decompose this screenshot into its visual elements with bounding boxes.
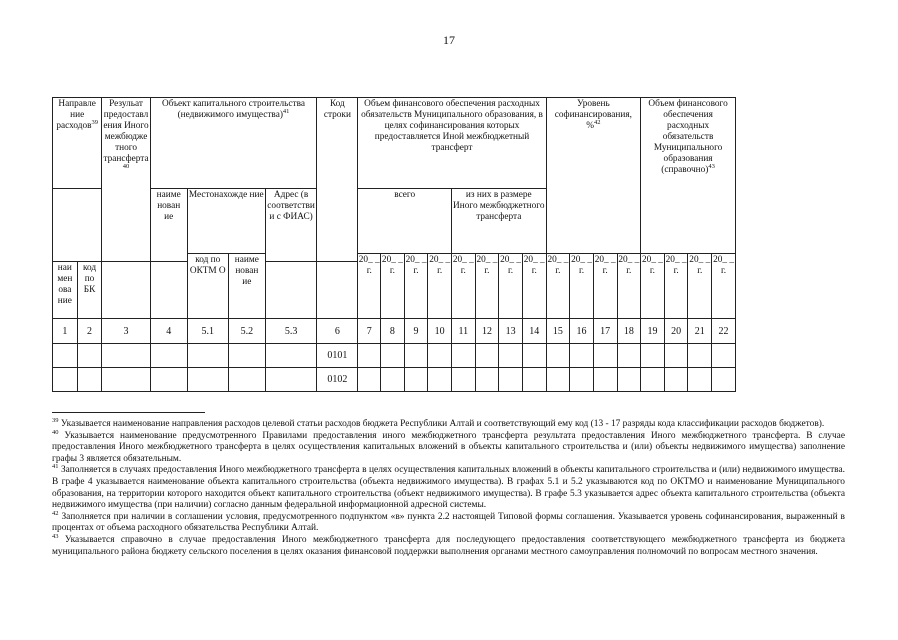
table-cell (404, 344, 428, 368)
table-cell (499, 368, 523, 392)
table-cell (570, 368, 594, 392)
column-number-cell: 18 (617, 319, 641, 344)
column-number-cell: 10 (428, 319, 452, 344)
table-cell (570, 344, 594, 368)
column-number-cell: 6 (317, 319, 358, 344)
header-object-name-filler (150, 262, 187, 319)
table-cell (265, 368, 316, 392)
year-col-15: 20_ _ г. (546, 254, 570, 319)
table-cell (712, 344, 736, 368)
table-cell (77, 344, 102, 368)
table-cell (522, 344, 546, 368)
table-cell (228, 344, 265, 368)
footnote-42: $^{42}$ Заполняется при наличии в соглашении условия, предусмотренного подпунктом «в» пункта 2.2 настоящей Типовой формы соглашения. Указывается уровень софинансирования, выраженный в процентах от объема расходного обязательства Республики Алтай. (52, 509, 845, 534)
column-number-cell: 14 (522, 319, 546, 344)
column-number-cell: 21 (688, 319, 712, 344)
column-number-cell: 22 (712, 319, 736, 344)
table-cell (53, 344, 78, 368)
table-cell (381, 368, 405, 392)
table-cell (475, 368, 499, 392)
table-cell (53, 368, 78, 392)
year-col-19: 20_ _ г. (641, 254, 665, 319)
table-cell (77, 368, 102, 392)
table-cell (265, 344, 316, 368)
column-number-cell: 9 (404, 319, 428, 344)
column-number-cell: 5.1 (187, 319, 228, 344)
table-cell (664, 344, 688, 368)
column-number-cell: 12 (475, 319, 499, 344)
column-number-cell: 5.2 (228, 319, 265, 344)
header-direction-name: наи мен ова ние (53, 262, 78, 319)
year-col-21: 20_ _ г. (688, 254, 712, 319)
column-number-cell: 20 (664, 319, 688, 344)
column-number-cell: 7 (358, 319, 381, 344)
header-location: Местонахожде ние (187, 189, 265, 254)
year-col-12: 20_ _ г. (475, 254, 499, 319)
column-number-row (53, 319, 736, 344)
header-direction-code: код по БК (77, 262, 102, 319)
column-number-cell: 11 (451, 319, 475, 344)
table-cell (546, 368, 570, 392)
table-cell (404, 368, 428, 392)
table-cell (228, 368, 265, 392)
header-result-filler (102, 262, 150, 319)
table-cell (358, 368, 381, 392)
header-result: Резульат предоставления Иного межбюджетного трансферта$^{40}$ (102, 98, 150, 262)
column-number-cell: 19 (641, 319, 665, 344)
year-col-14: 20_ _ г. (522, 254, 546, 319)
row-code: 0102 (317, 368, 358, 392)
year-col-18: 20_ _ г. (617, 254, 641, 319)
table-cell (641, 344, 665, 368)
table-cell (150, 368, 187, 392)
footnotes (52, 416, 845, 558)
header-address-filler (265, 262, 316, 319)
column-number-cell: 16 (570, 319, 594, 344)
table-cell (451, 344, 475, 368)
table-cell (475, 344, 499, 368)
table-cell (358, 344, 381, 368)
table-cell (641, 368, 665, 392)
table-row (53, 368, 736, 392)
year-col-7: 20_ _ г. (358, 254, 381, 319)
table-cell (451, 368, 475, 392)
year-col-17: 20_ _ г. (593, 254, 617, 319)
table-cell (187, 344, 228, 368)
column-number-cell: 13 (499, 319, 523, 344)
table-cell (688, 368, 712, 392)
table-cell (617, 344, 641, 368)
table-cell (428, 344, 452, 368)
table-cell (150, 344, 187, 368)
year-col-10: 20_ _ г. (428, 254, 452, 319)
table-row (53, 344, 736, 368)
year-col-8: 20_ _ г. (381, 254, 405, 319)
table-cell (102, 344, 150, 368)
header-volume-reference: Объем финансового обеспечения расходных обязательств Муниципального образования (справочно)$^{43}$ (641, 98, 736, 254)
row-code: 0101 (317, 344, 358, 368)
header-code: Код строки (317, 98, 358, 262)
header-address: Адрес (в соответствии с ФИАС) (265, 189, 316, 262)
table-cell (102, 368, 150, 392)
table-cell (712, 368, 736, 392)
footnote-separator (52, 412, 205, 413)
year-col-16: 20_ _ г. (570, 254, 594, 319)
table-cell (593, 344, 617, 368)
year-col-20: 20_ _ г. (664, 254, 688, 319)
footnote-39: $^{39}$ Указывается наименование направления расходов целевой статьи расходов бюджета Республики Алтай и соответствующий ему код (13 - 17 разряды кода классификации расходов бюджетов). (52, 416, 825, 429)
table-cell (499, 344, 523, 368)
column-number-cell: 5.3 (265, 319, 316, 344)
column-number-cell: 1 (53, 319, 78, 344)
page-number: 17 (443, 33, 455, 47)
table-cell (428, 368, 452, 392)
table-cell (522, 368, 546, 392)
header-code-filler (317, 262, 358, 319)
header-location-name: наиме нован ие (228, 254, 265, 319)
header-oktmo: код по ОКТМ О (187, 254, 228, 319)
table-cell (546, 344, 570, 368)
header-direction-filler (53, 189, 102, 262)
header-direction: Направле ние расходов$^{39}$ (53, 98, 102, 189)
column-number-cell: 15 (546, 319, 570, 344)
column-number-cell: 17 (593, 319, 617, 344)
table-cell (688, 344, 712, 368)
financing-table (52, 97, 736, 392)
column-number-cell: 2 (77, 319, 102, 344)
header-level: Уровень софинансирования, %$^{42}$ (546, 98, 641, 254)
table-cell (664, 368, 688, 392)
year-col-11: 20_ _ г. (451, 254, 475, 319)
column-number-cell: 8 (381, 319, 405, 344)
footnote-43: $^{43}$ Указывается справочно в случае предоставления Иного межбюджетного трансферта для последующего предоставления соответствующего межбюджетного трансферта из бюджета муниципального района бюджету сельского поселения в целях оказания финансовой поддержки выполнения органами местного самоуправления полномочий по вопросам местного значения. (52, 532, 845, 557)
footnote-41: $^{41}$ Заполняется в случаях предоставления Иного межбюджетного трансферта в целях осуществления капитальных вложений в объекты капитального строительства и (или) недвижимого имущества. В графе 4 указывается наименование объекта капитального строительства (объекта недвижимого имущества). В графах 5.1 и 5.2 указываются код по ОКТМО и наименование Муниципального образования, на территории которого находится объект капитального строительства (объект недвижимого имущества). В графе 5.3 указывается адрес объекта капитального строительства (объекта недвижимого имущества (при наличии) согласно данным федеральной информационной адресной системы. (52, 463, 845, 511)
header-total: всего (358, 189, 452, 254)
table-cell (381, 344, 405, 368)
table-cell (187, 368, 228, 392)
year-col-22: 20_ _ г. (712, 254, 736, 319)
header-object-name: наиме нован ие (150, 189, 187, 262)
year-col-13: 20_ _ г. (499, 254, 523, 319)
table-cell (593, 368, 617, 392)
header-volume: Объем финансового обеспечения расходных обязательств Муниципального образования, в целях софинансирования которых предоставляется Иной межбюджетный трансферт (358, 98, 546, 189)
table-cell (617, 368, 641, 392)
year-col-9: 20_ _ г. (404, 254, 428, 319)
footnote-40: $^{40}$ Указывается наименование предусмотренного Правилами предоставления иного межбюджетного трансферта результата предоставления Иного межбюджетного трансферта. В случае предоставления Иного межбюджетного трансферта в целях осуществления капитальных вложений в объекты капитального строительства и (или) объекты недвижимого имущества) заполнение графы 3 является обязательным. (52, 428, 845, 464)
column-number-cell: 3 (102, 319, 150, 344)
column-number-cell: 4 (150, 319, 187, 344)
header-object: Объект капитального строительства (недвижимого имущества)$^{41}$ (150, 98, 317, 189)
header-of-which: из них в размере Иного межбюджетного трансферта (451, 189, 546, 254)
